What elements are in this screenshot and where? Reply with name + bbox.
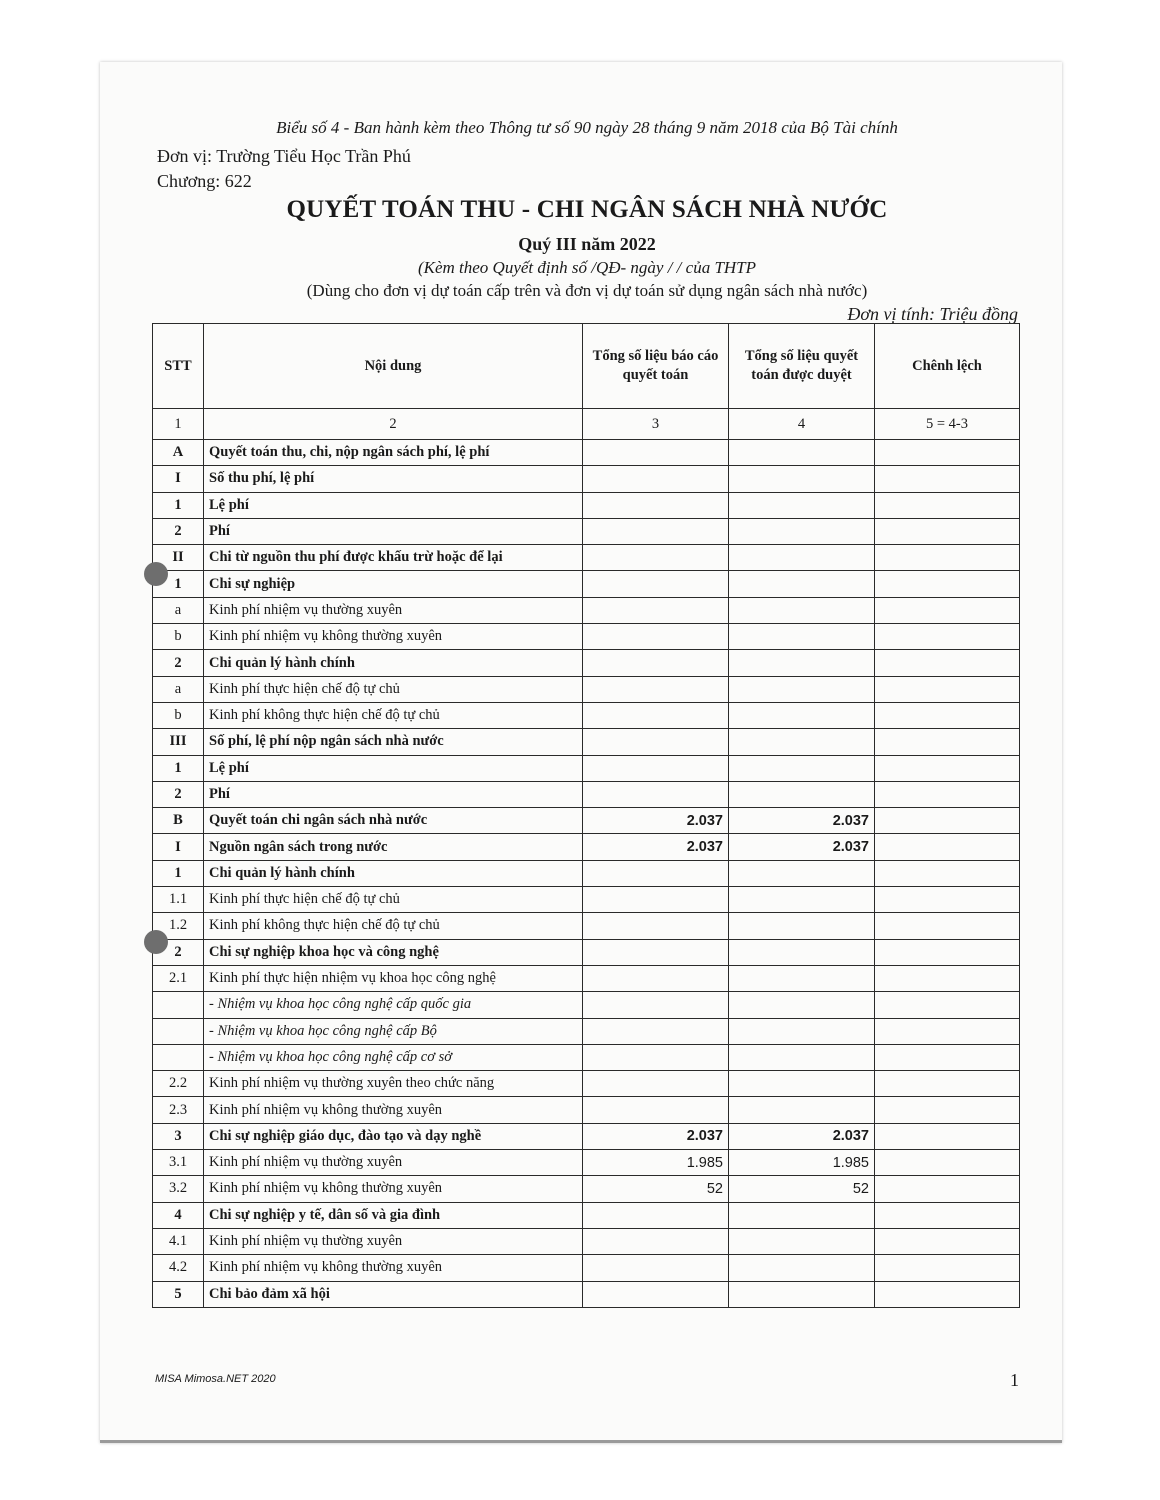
approved-value-cell bbox=[729, 887, 875, 913]
reported-value-cell bbox=[583, 545, 729, 571]
table-row bbox=[153, 518, 1020, 544]
approved-value-cell bbox=[729, 860, 875, 886]
content-cell: Kinh phí nhiệm vụ không thường xuyên bbox=[204, 1255, 583, 1281]
difference-value-cell bbox=[875, 440, 1020, 466]
content-cell: Quyết toán thu, chi, nộp ngân sách phí, lệ phí bbox=[204, 440, 583, 466]
stt-cell: I bbox=[153, 466, 204, 492]
reported-value-cell bbox=[583, 676, 729, 702]
content-cell: Chi sự nghiệp bbox=[204, 571, 583, 597]
column-number: 5 = 4-3 bbox=[875, 409, 1020, 440]
difference-value-cell bbox=[875, 887, 1020, 913]
table-row bbox=[153, 545, 1020, 571]
approved-value-cell bbox=[729, 676, 875, 702]
reported-value-cell bbox=[583, 1097, 729, 1123]
difference-value-cell bbox=[875, 1044, 1020, 1070]
table-row bbox=[153, 624, 1020, 650]
stt-cell: 1.1 bbox=[153, 887, 204, 913]
approved-value-cell bbox=[729, 1255, 875, 1281]
reported-value-cell bbox=[583, 860, 729, 886]
reported-value-cell bbox=[583, 466, 729, 492]
punch-hole-mark bbox=[144, 930, 168, 954]
difference-value-cell bbox=[875, 571, 1020, 597]
content-cell: Chi sự nghiệp giáo dục, đào tạo và dạy nghề bbox=[204, 1123, 583, 1149]
difference-value-cell bbox=[875, 1228, 1020, 1254]
content-cell: Chi từ nguồn thu phí được khấu trừ hoặc để lại bbox=[204, 545, 583, 571]
reported-value-cell bbox=[583, 571, 729, 597]
content-cell: - Nhiệm vụ khoa học công nghệ cấp quốc gia bbox=[204, 992, 583, 1018]
table-row bbox=[153, 887, 1020, 913]
approved-value-cell: 2.037 bbox=[729, 808, 875, 834]
approved-value-cell bbox=[729, 1228, 875, 1254]
difference-value-cell bbox=[875, 860, 1020, 886]
stt-cell bbox=[153, 992, 204, 1018]
reported-value-cell: 2.037 bbox=[583, 808, 729, 834]
stt-cell bbox=[153, 1044, 204, 1070]
stt-cell: 1 bbox=[153, 755, 204, 781]
approved-value-cell bbox=[729, 1202, 875, 1228]
stt-cell: 5 bbox=[153, 1281, 204, 1307]
table-row bbox=[153, 1255, 1020, 1281]
reported-value-cell bbox=[583, 624, 729, 650]
table-header-row bbox=[153, 324, 1020, 409]
approved-value-cell: 1.985 bbox=[729, 1150, 875, 1176]
stt-cell: b bbox=[153, 624, 204, 650]
stt-cell: 4 bbox=[153, 1202, 204, 1228]
difference-value-cell bbox=[875, 781, 1020, 807]
table-row bbox=[153, 1228, 1020, 1254]
table-row bbox=[153, 676, 1020, 702]
content-cell: Phí bbox=[204, 518, 583, 544]
stt-cell: A bbox=[153, 440, 204, 466]
reported-value-cell bbox=[583, 492, 729, 518]
table-row bbox=[153, 650, 1020, 676]
reported-value-cell bbox=[583, 1228, 729, 1254]
difference-value-cell bbox=[875, 808, 1020, 834]
table-row bbox=[153, 1018, 1020, 1044]
software-brand: MISA Mimosa.NET 2020 bbox=[155, 1373, 276, 1385]
stt-cell: 3.2 bbox=[153, 1176, 204, 1202]
stt-cell: 3 bbox=[153, 1123, 204, 1149]
stt-cell: a bbox=[153, 597, 204, 623]
reported-value-cell: 52 bbox=[583, 1176, 729, 1202]
table-row bbox=[153, 492, 1020, 518]
content-cell: Kinh phí nhiệm vụ thường xuyên bbox=[204, 1150, 583, 1176]
column-number: 4 bbox=[729, 409, 875, 440]
content-cell: Kinh phí nhiệm vụ không thường xuyên bbox=[204, 1097, 583, 1123]
difference-value-cell bbox=[875, 518, 1020, 544]
column-number-row bbox=[153, 409, 1020, 440]
approved-value-cell bbox=[729, 781, 875, 807]
approved-value-cell bbox=[729, 571, 875, 597]
stt-cell: 2.3 bbox=[153, 1097, 204, 1123]
approved-value-cell bbox=[729, 992, 875, 1018]
difference-value-cell bbox=[875, 624, 1020, 650]
approved-value-cell bbox=[729, 518, 875, 544]
reported-value-cell bbox=[583, 965, 729, 991]
content-cell: Chi quản lý hành chính bbox=[204, 650, 583, 676]
table-row bbox=[153, 702, 1020, 728]
table-row bbox=[153, 1176, 1020, 1202]
stt-cell: 3.1 bbox=[153, 1150, 204, 1176]
table-row bbox=[153, 860, 1020, 886]
usage-note: (Dùng cho đơn vị dự toán cấp trên và đơn vị dự toán sử dụng ngân sách nhà nước) bbox=[306, 281, 868, 300]
reported-value-cell bbox=[583, 440, 729, 466]
difference-value-cell bbox=[875, 1150, 1020, 1176]
table-row bbox=[153, 1123, 1020, 1149]
reported-value-cell bbox=[583, 518, 729, 544]
stt-cell: 4.2 bbox=[153, 1255, 204, 1281]
stt-cell: II bbox=[153, 545, 204, 571]
approved-value-cell bbox=[729, 939, 875, 965]
stt-cell: 4.1 bbox=[153, 1228, 204, 1254]
approved-value-cell bbox=[729, 913, 875, 939]
table-row bbox=[153, 1150, 1020, 1176]
difference-value-cell bbox=[875, 1123, 1020, 1149]
content-cell: Kinh phí nhiệm vụ thường xuyên bbox=[204, 597, 583, 623]
column-number: 3 bbox=[583, 409, 729, 440]
reported-value-cell bbox=[583, 887, 729, 913]
reported-value-cell: 2.037 bbox=[583, 834, 729, 860]
difference-value-cell bbox=[875, 545, 1020, 571]
reported-value-cell bbox=[583, 992, 729, 1018]
table-row bbox=[153, 466, 1020, 492]
stt-cell: 2.2 bbox=[153, 1071, 204, 1097]
content-cell: - Nhiệm vụ khoa học công nghệ cấp Bộ bbox=[204, 1018, 583, 1044]
difference-value-cell bbox=[875, 1255, 1020, 1281]
content-cell: Kinh phí không thực hiện chế độ tự chủ bbox=[204, 702, 583, 728]
stt-cell: 1 bbox=[153, 571, 204, 597]
approved-value-cell bbox=[729, 624, 875, 650]
table-row bbox=[153, 834, 1020, 860]
difference-value-cell bbox=[875, 965, 1020, 991]
difference-value-cell bbox=[875, 676, 1020, 702]
table-row bbox=[153, 1071, 1020, 1097]
table-row bbox=[153, 1281, 1020, 1307]
approved-value-cell bbox=[729, 466, 875, 492]
settlement-table bbox=[152, 323, 1020, 1308]
table-row bbox=[153, 1097, 1020, 1123]
stt-cell: B bbox=[153, 808, 204, 834]
form-reference: Biểu số 4 - Ban hành kèm theo Thông tư số 90 ngày 28 tháng 9 năm 2018 của Bộ Tài chính bbox=[276, 118, 898, 137]
document-title: QUYẾT TOÁN THU - CHI NGÂN SÁCH NHÀ NƯỚC bbox=[286, 196, 888, 223]
approved-value-cell: 2.037 bbox=[729, 1123, 875, 1149]
stt-cell bbox=[153, 1018, 204, 1044]
page-number: 1 bbox=[1010, 1370, 1019, 1390]
approved-value-cell bbox=[729, 965, 875, 991]
reported-value-cell bbox=[583, 729, 729, 755]
approved-value-cell bbox=[729, 1281, 875, 1307]
reported-value-cell bbox=[583, 939, 729, 965]
approved-value-cell bbox=[729, 1044, 875, 1070]
approved-value-cell bbox=[729, 597, 875, 623]
content-cell: Kinh phí thực hiện chế độ tự chủ bbox=[204, 676, 583, 702]
content-cell: Kinh phí nhiệm vụ thường xuyên theo chức năng bbox=[204, 1071, 583, 1097]
content-cell: Kinh phí không thực hiện chế độ tự chủ bbox=[204, 913, 583, 939]
approved-value-cell: 2.037 bbox=[729, 834, 875, 860]
column-header-approved: Tổng số liệu quyết toán được duyệt bbox=[729, 324, 875, 409]
difference-value-cell bbox=[875, 1202, 1020, 1228]
difference-value-cell bbox=[875, 913, 1020, 939]
approved-value-cell bbox=[729, 1097, 875, 1123]
table-row bbox=[153, 992, 1020, 1018]
stt-cell: b bbox=[153, 702, 204, 728]
column-header-difference: Chênh lệch bbox=[875, 324, 1020, 409]
stt-cell: a bbox=[153, 676, 204, 702]
content-cell: Lệ phí bbox=[204, 755, 583, 781]
content-cell: Chi bảo đảm xã hội bbox=[204, 1281, 583, 1307]
content-cell: - Nhiệm vụ khoa học công nghệ cấp cơ sở bbox=[204, 1044, 583, 1070]
approved-value-cell bbox=[729, 650, 875, 676]
report-period: Quý III năm 2022 bbox=[518, 234, 656, 254]
approved-value-cell bbox=[729, 1071, 875, 1097]
reported-value-cell bbox=[583, 650, 729, 676]
reported-value-cell bbox=[583, 1071, 729, 1097]
difference-value-cell bbox=[875, 466, 1020, 492]
stt-cell: 2 bbox=[153, 939, 204, 965]
reported-value-cell bbox=[583, 1044, 729, 1070]
difference-value-cell bbox=[875, 834, 1020, 860]
difference-value-cell bbox=[875, 1071, 1020, 1097]
difference-value-cell bbox=[875, 492, 1020, 518]
content-cell: Kinh phí nhiệm vụ không thường xuyên bbox=[204, 1176, 583, 1202]
column-header-content: Nội dung bbox=[204, 324, 583, 409]
approved-value-cell bbox=[729, 702, 875, 728]
stt-cell: 2.1 bbox=[153, 965, 204, 991]
table-row bbox=[153, 1202, 1020, 1228]
content-cell: Chi quản lý hành chính bbox=[204, 860, 583, 886]
reported-value-cell: 1.985 bbox=[583, 1150, 729, 1176]
difference-value-cell bbox=[875, 702, 1020, 728]
currency-unit: Đơn vị tính: Triệu đồng bbox=[847, 304, 1018, 324]
approved-value-cell bbox=[729, 755, 875, 781]
stt-cell: 2 bbox=[153, 518, 204, 544]
content-cell: Phí bbox=[204, 781, 583, 807]
approved-value-cell bbox=[729, 729, 875, 755]
content-cell: Chi sự nghiệp y tế, dân số và gia đình bbox=[204, 1202, 583, 1228]
stt-cell: 1 bbox=[153, 492, 204, 518]
reported-value-cell bbox=[583, 597, 729, 623]
table-row bbox=[153, 440, 1020, 466]
approved-value-cell bbox=[729, 1018, 875, 1044]
table-row bbox=[153, 571, 1020, 597]
difference-value-cell bbox=[875, 1018, 1020, 1044]
content-cell: Kinh phí nhiệm vụ không thường xuyên bbox=[204, 624, 583, 650]
table-row bbox=[153, 913, 1020, 939]
reported-value-cell bbox=[583, 1281, 729, 1307]
reported-value-cell bbox=[583, 702, 729, 728]
difference-value-cell bbox=[875, 1281, 1020, 1307]
table-row bbox=[153, 1044, 1020, 1070]
approved-value-cell bbox=[729, 492, 875, 518]
content-cell: Quyết toán chi ngân sách nhà nước bbox=[204, 808, 583, 834]
difference-value-cell bbox=[875, 755, 1020, 781]
difference-value-cell bbox=[875, 650, 1020, 676]
reported-value-cell bbox=[583, 1255, 729, 1281]
content-cell: Kinh phí nhiệm vụ thường xuyên bbox=[204, 1228, 583, 1254]
reported-value-cell bbox=[583, 913, 729, 939]
content-cell: Chi sự nghiệp khoa học và công nghệ bbox=[204, 939, 583, 965]
punch-hole-mark bbox=[144, 562, 168, 586]
difference-value-cell bbox=[875, 939, 1020, 965]
column-number: 1 bbox=[153, 409, 204, 440]
reported-value-cell bbox=[583, 755, 729, 781]
content-cell: Lệ phí bbox=[204, 492, 583, 518]
decision-reference: (Kèm theo Quyết định số /QĐ- ngày / / của THTP bbox=[417, 258, 757, 277]
content-cell: Kinh phí thực hiện nhiệm vụ khoa học công nghệ bbox=[204, 965, 583, 991]
column-header-stt: STT bbox=[153, 324, 204, 409]
content-cell: Kinh phí thực hiện chế độ tự chủ bbox=[204, 887, 583, 913]
stt-cell: 2 bbox=[153, 650, 204, 676]
difference-value-cell bbox=[875, 729, 1020, 755]
reported-value-cell bbox=[583, 781, 729, 807]
stt-cell: I bbox=[153, 834, 204, 860]
stt-cell: 1.2 bbox=[153, 913, 204, 939]
reported-value-cell bbox=[583, 1018, 729, 1044]
chapter-code: Chương: 622 bbox=[157, 171, 252, 191]
column-header-reported: Tổng số liệu báo cáo quyết toán bbox=[583, 324, 729, 409]
approved-value-cell bbox=[729, 440, 875, 466]
stt-cell: 1 bbox=[153, 860, 204, 886]
approved-value-cell bbox=[729, 545, 875, 571]
content-cell: Số phí, lệ phí nộp ngân sách nhà nước bbox=[204, 729, 583, 755]
reported-value-cell bbox=[583, 1202, 729, 1228]
reported-value-cell: 2.037 bbox=[583, 1123, 729, 1149]
table-row bbox=[153, 755, 1020, 781]
stt-cell: 2 bbox=[153, 781, 204, 807]
approved-value-cell: 52 bbox=[729, 1176, 875, 1202]
table-row bbox=[153, 729, 1020, 755]
table-row bbox=[153, 808, 1020, 834]
column-number: 2 bbox=[204, 409, 583, 440]
table-row bbox=[153, 965, 1020, 991]
difference-value-cell bbox=[875, 1097, 1020, 1123]
table-row bbox=[153, 597, 1020, 623]
content-cell: Nguồn ngân sách trong nước bbox=[204, 834, 583, 860]
difference-value-cell bbox=[875, 597, 1020, 623]
stt-cell: III bbox=[153, 729, 204, 755]
table-row bbox=[153, 939, 1020, 965]
table-row bbox=[153, 781, 1020, 807]
unit-name: Đơn vị: Trường Tiểu Học Trần Phú bbox=[157, 146, 411, 166]
content-cell: Số thu phí, lệ phí bbox=[204, 466, 583, 492]
difference-value-cell bbox=[875, 992, 1020, 1018]
difference-value-cell bbox=[875, 1176, 1020, 1202]
